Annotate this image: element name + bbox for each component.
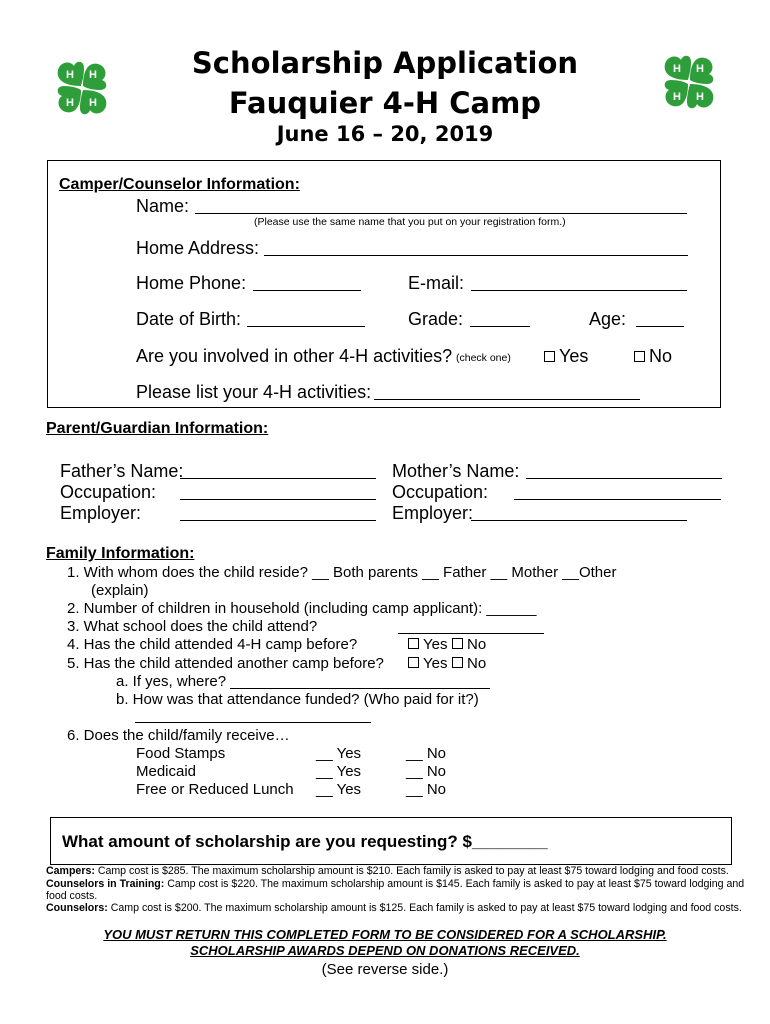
other-camp-no-checkbox[interactable]: No [452, 655, 486, 672]
scholarship-request-question: What amount of scholarship are you requesting? $________ [62, 832, 548, 851]
name-label: Name: [136, 196, 190, 216]
family-section-title: Family Information: [46, 545, 195, 562]
campers-note: Campers: Camp cost is $285. The maximum scholarship amount is $210. Each family is asked to pay at least $75 toward lodging and food costs. [46, 865, 729, 877]
question-5a: a. If yes, where? [116, 673, 227, 690]
svg-text:H: H [673, 63, 681, 75]
dob-field[interactable] [247, 326, 365, 327]
checkbox-icon [408, 638, 419, 649]
where-field[interactable] [230, 688, 490, 689]
question-4: 4. Has the child attended 4-H camp before? [67, 636, 358, 653]
school-field[interactable] [398, 633, 544, 634]
parent-section-title: Parent/Guardian Information: [46, 420, 269, 437]
mother-name-label: Mother’s Name: [392, 461, 520, 481]
cit-note: Counselors in Training: Camp cost is $220. The maximum scholarship amount is $145. Each family is asked to pay at least $75 toward lodging and [46, 878, 745, 890]
medicaid-no[interactable]: __ No [406, 763, 447, 780]
checkbox-icon [408, 657, 419, 668]
grade-field[interactable] [470, 326, 530, 327]
funding-field[interactable] [135, 722, 371, 723]
age-field[interactable] [636, 326, 684, 327]
phone-field[interactable] [253, 290, 361, 291]
return-notice: YOU MUST RETURN THIS COMPLETED FORM TO BE CONSIDERED FOR A SCHOLARSHIP. [103, 927, 667, 942]
checkbox-icon [452, 638, 463, 649]
father-occupation-field[interactable] [180, 499, 376, 500]
svg-text:H: H [89, 97, 97, 109]
mother-occupation-label: Occupation: [392, 482, 489, 502]
activities-list-label: Please list your 4-H activities: [136, 382, 372, 402]
address-field[interactable] [264, 255, 688, 256]
grade-label: Grade: [408, 309, 464, 329]
medicaid-yes[interactable]: __ Yes [316, 763, 362, 780]
activities-no-checkbox[interactable]: No [634, 346, 672, 367]
svg-text:H: H [66, 69, 74, 81]
checkbox-icon [452, 657, 463, 668]
age-label: Age: [589, 309, 627, 329]
donation-notice: SCHOLARSHIP AWARDS DEPEND ON DONATIONS RECEIVED. [190, 943, 580, 958]
food-stamps-no[interactable]: __ No [406, 745, 447, 762]
email-label: E-mail: [408, 273, 465, 293]
name-note: (Please use the same name that you put on your registration form.) [254, 216, 566, 228]
activities-question: Are you involved in other 4-H activities? [136, 346, 453, 366]
other-camp-yes-checkbox[interactable]: Yes [408, 655, 447, 672]
question-6: 6. Does the child/family receive… [67, 727, 290, 744]
checkbox-icon [634, 351, 645, 362]
svg-text:H: H [89, 69, 97, 81]
question-5b: b. How was that attendance funded? (Who paid for it?) [116, 691, 479, 708]
check-one-note: (check one) [456, 352, 511, 364]
activities-yes-checkbox[interactable]: Yes [544, 346, 588, 367]
counselors-note: Counselors: Camp cost is $200. The maximum scholarship amount is $125. Each family is asked to pay at least $75 toward lodging and food costs. [46, 902, 742, 914]
food-stamps-label: Food Stamps [136, 745, 226, 762]
camp-dates: June 16 – 20, 2019 [276, 122, 494, 146]
father-name-field[interactable] [180, 478, 376, 479]
father-employer-field[interactable] [180, 520, 376, 521]
camp-before-no-checkbox[interactable]: No [452, 636, 486, 653]
phone-label: Home Phone: [136, 273, 247, 293]
question-1: 1. With whom does the child reside? __ Both parents __ Father __ Mother __Other [67, 564, 617, 581]
mother-employer-label: Employer: [392, 503, 474, 523]
reverse-side-note: (See reverse side.) [321, 961, 449, 978]
camp-before-yes-checkbox[interactable]: Yes [408, 636, 447, 653]
email-field[interactable] [471, 290, 687, 291]
father-employer-label: Employer: [60, 503, 142, 523]
mother-employer-field[interactable] [471, 520, 687, 521]
question-3: 3. What school does the child attend? [67, 618, 318, 635]
page-subtitle: Fauquier 4-H Camp [228, 86, 542, 120]
dob-label: Date of Birth: [136, 309, 242, 329]
lunch-yes[interactable]: __ Yes [316, 781, 362, 798]
svg-text:H: H [673, 91, 681, 103]
question-5: 5. Has the child attended another camp before? [67, 655, 384, 672]
checkbox-icon [544, 351, 555, 362]
lunch-label: Free or Reduced Lunch [136, 781, 294, 798]
question-2: 2. Number of children in household (including camp applicant): ______ [67, 600, 537, 617]
lunch-no[interactable]: __ No [406, 781, 447, 798]
father-occupation-label: Occupation: [60, 482, 157, 502]
activities-list-field[interactable] [374, 399, 640, 400]
cit-note-cont: food costs. [46, 890, 98, 902]
camper-section-title: Camper/Counselor Information: [59, 176, 300, 193]
question-1-explain: (explain) [91, 582, 149, 599]
svg-text:H: H [696, 63, 704, 75]
medicaid-label: Medicaid [136, 763, 197, 780]
food-stamps-yes[interactable]: __ Yes [316, 745, 362, 762]
svg-text:H: H [66, 97, 74, 109]
page-title: Scholarship Application [191, 46, 579, 80]
father-name-label: Father’s Name: [60, 461, 184, 481]
svg-text:H: H [696, 91, 704, 103]
address-label: Home Address: [136, 238, 260, 258]
name-field[interactable] [195, 213, 687, 214]
mother-occupation-field[interactable] [514, 499, 721, 500]
mother-name-field[interactable] [526, 478, 722, 479]
